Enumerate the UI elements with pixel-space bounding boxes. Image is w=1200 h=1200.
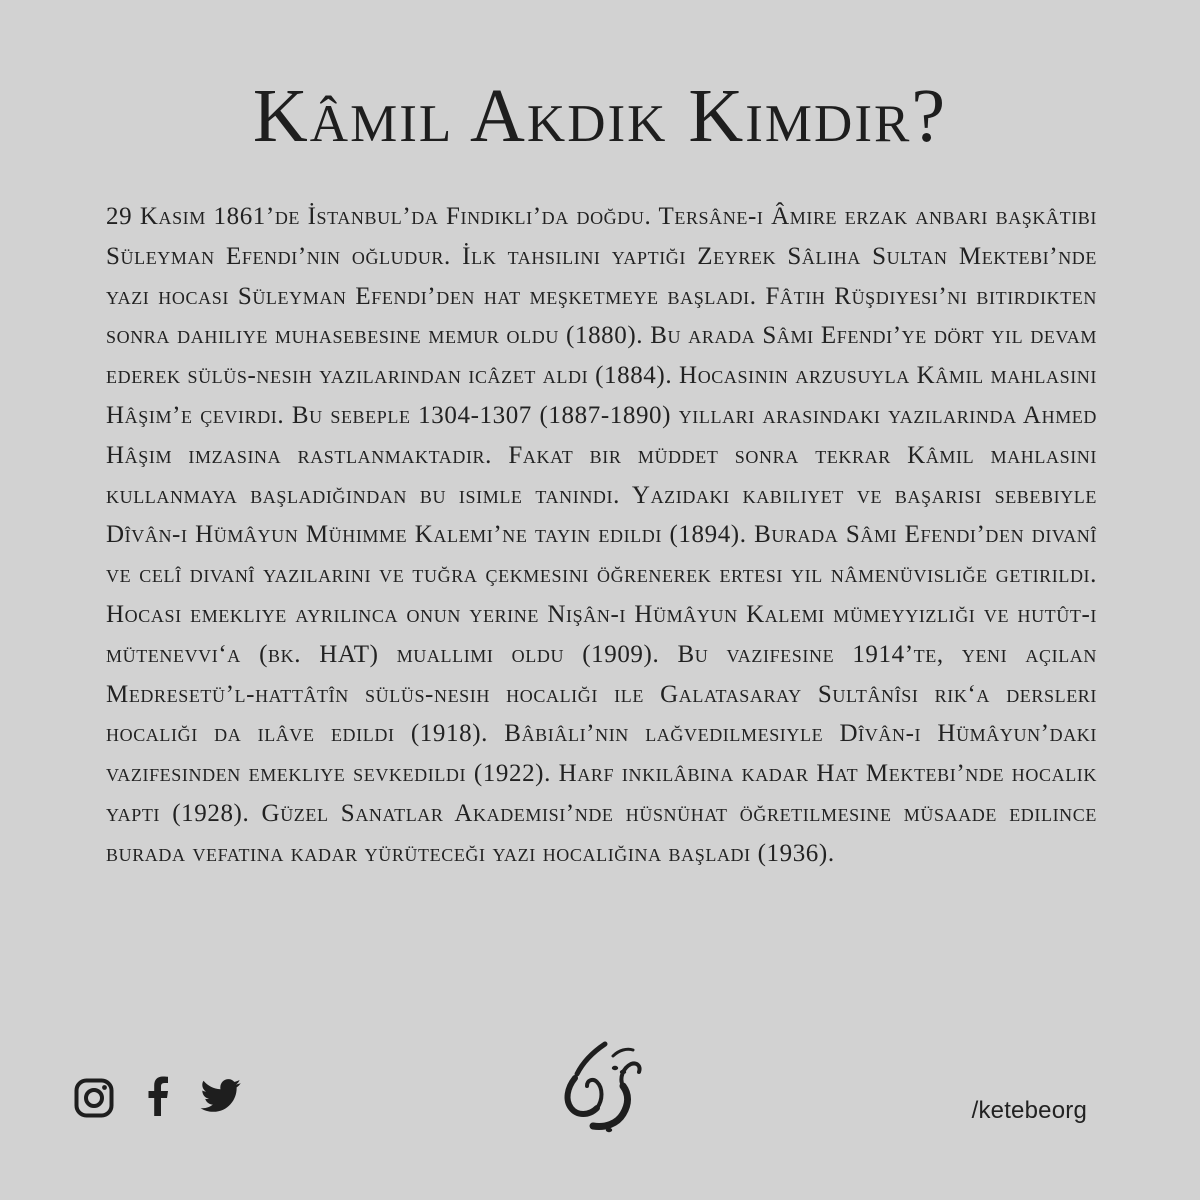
twitter-icon[interactable] xyxy=(200,1079,242,1113)
page-title: Kâmil Akdik Kimdir? xyxy=(252,74,948,158)
facebook-icon[interactable] xyxy=(148,1076,168,1116)
instagram-icon[interactable] xyxy=(74,1078,114,1118)
ketebe-calligraphy-logo xyxy=(553,1038,649,1134)
social-handle: /ketebeorg xyxy=(971,1097,1087,1124)
biography-text: 29 Kasım 1861’de İstanbul’da Fındıklı’da doğdu. Tersâne-i Âmire erzak anbarı başkâtibi Süleyman Efendi’nin oğludur. İlk tahsilini yaptığı Zeyrek Sâliha Sultan Mektebi’nde yazı hocası Süleyman Efendi’den hat meşketmeye başladı. Fâtih Rüşdiyesi’ni bitirdikten sonra dahiliye muhasebesine memur oldu (1880). Bu arada Sâmi Efendi’ye dört yıl devam ederek sülüs-nesih yazılarından icâzet aldı (1884). Hocasının arzusuyla Kâmil mahlasını Hâşim’e çevirdi. Bu sebeple 1304-1307 (1887-1890) yılları arasındaki yazılarında Ahmed Hâşim imzasına rastlanmaktadır. Fakat bir müddet sonra tekrar Kâmil mahlasını kullanmaya başladığından bu isimle tanındı. Yazıdaki kabiliyet ve başarısı sebebiyle Dîvân-ı Hümâyun Mühimme Kalemi’ne tayin edildi (1894). Burada Sâmi Efendi’den divanî ve celî divanî yazılarını ve tuğra çekmesini öğrenerek ertesi yıl nâmenüvisliğe getirildi. Hocası emekliye ayrılınca onun yerine Nişân-ı Hümâyun Kalemi mümeyyizliği ve hutût-ı mütenevvi‘a (bk. HAT) muallimi oldu (1909). Bu vazifesine 1914’te, yeni açılan Medresetü’l-hattâtîn sülüs-nesih hocalığı ile Galatasaray Sultânîsi rik‘a dersleri hocalığı da ilâve edildi (1918). Bâbıâli’nin lağvedilmesiyle Dîvân-ı Hümâyun’daki vazifesinden emekliye sevkedildi (1922). Harf inkılâbına kadar Hat Mektebi’nde hocalık yaptı (1928). Güzel Sanatlar Akademisi’nde hüsnühat öğretilmesine müsaade edilince burada vefatına kadar yürüteceği yazı hocalığına başladı (1936). xyxy=(106,203,1097,867)
